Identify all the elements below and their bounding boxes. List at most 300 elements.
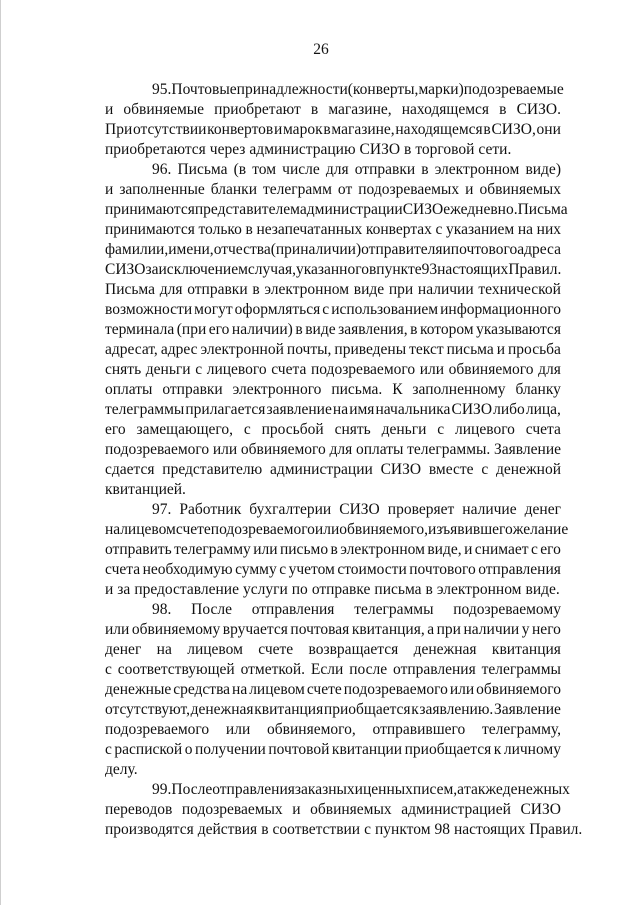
word: них [536,221,561,238]
word: начальника [375,401,451,418]
word: СИЗО [380,461,422,478]
word: Письма [105,281,156,298]
word: адрес [160,341,198,358]
word: предоставление [134,581,239,598]
word: наличии [417,281,474,298]
word: денежная [413,641,477,658]
text-line [105,340,561,360]
word: сумму [235,561,277,578]
word: также [464,781,503,798]
word: 99. [152,781,172,798]
word: счета [105,561,141,578]
word: использованием [331,301,439,318]
word: заявлению. [419,701,494,718]
word: прилагается [185,401,266,418]
word: и [464,541,473,558]
word: приобщается [323,701,411,718]
word: а [457,781,465,798]
word: СИЗО [105,261,146,278]
text-line [105,540,561,560]
word: действия [197,821,258,838]
word: телеграммы [481,661,561,678]
word: и [465,181,474,198]
word: После [191,601,232,618]
word: необходимую [142,561,233,578]
text-line [105,780,570,800]
word: могут [194,301,233,318]
word: заполненные [119,181,205,198]
word: почтового [450,241,518,258]
word: квитанция [491,641,561,658]
word: почтового [409,561,476,578]
word: администрации [269,461,373,478]
word: квитанции [331,741,403,758]
word: котором [419,321,474,338]
word: Заявление [493,701,561,718]
word: отправки [187,281,248,298]
word: через [209,141,246,158]
word: администрации [299,201,403,218]
word: СИЗО [402,201,444,218]
word: СИЗО [451,401,493,418]
word: по [291,581,308,598]
word: на [232,681,248,698]
word: к [411,701,419,718]
text-line [105,460,561,480]
word: указанием [446,221,515,238]
word: с [530,541,538,558]
word: переводов [105,801,173,818]
word: отчества [213,241,271,258]
word: учетом [288,561,335,578]
word: в [483,121,491,138]
word: электронном [264,281,350,298]
word: и [442,241,451,258]
word: СИЗО, [491,121,536,138]
word: с [322,301,330,318]
word: денег [105,641,142,658]
word: телеграммы [105,401,185,418]
word: лица, [525,401,561,418]
word: Если [310,661,344,678]
word: обвиняемого [448,361,534,378]
word: подозреваемого [105,721,210,738]
word: отправить [105,541,172,558]
word: виде, [427,541,462,558]
word: сети. [478,141,512,158]
word: конвертах [365,221,432,238]
word: администрацией [401,801,511,818]
text-line [105,440,561,460]
word: Работник [179,501,242,518]
word: электронном [340,541,425,558]
word: технической [478,281,561,298]
word: соответствии [272,821,361,838]
word: средства [173,681,231,698]
word: наличии) [300,241,362,258]
word: в [261,821,269,838]
word: при [436,621,461,638]
word: отметкой. [240,661,306,678]
word: почтовой [268,741,330,758]
text-line [105,600,561,620]
word: ежедневно. [443,201,518,218]
text-line [105,580,561,600]
word: После [171,781,213,798]
word: либо [493,401,525,418]
word: отсутствуют, [105,701,190,718]
word: виде) [525,161,561,178]
word: обвиняемого [240,441,326,458]
word: возвращается [308,641,399,658]
word: почты, [286,341,332,358]
word: фамилии, [105,241,169,258]
word: (в [233,161,247,178]
word: электронного [232,381,322,398]
word: приведены [334,341,407,358]
word: случая, [247,261,296,278]
word: том [252,161,277,178]
word: стоимости [337,561,407,578]
word: снять [105,361,142,378]
word: находящемся [401,101,490,118]
word: или [449,681,475,698]
word: в [323,121,331,138]
word: личному [503,741,561,758]
word: настоящих [454,821,526,838]
word: Письма [517,201,568,218]
word: просьба [508,341,561,358]
word: отправления [212,781,295,798]
word: счете [175,521,211,538]
word: денежные [105,681,172,698]
word: с [279,561,287,578]
word: или [105,621,130,638]
word: пунктом [375,821,431,838]
word: в [368,261,377,278]
word: и [105,581,114,598]
word: марок [282,121,323,138]
word: и [354,781,363,798]
word: с [105,661,112,678]
word: соответствующей [117,661,235,678]
word: подозреваемого [210,521,315,538]
word: Правил. [508,261,562,278]
word: и [273,121,283,138]
word: письма [446,341,494,358]
word: они [536,121,561,138]
word: счета [525,421,561,438]
word: денежной [496,461,561,478]
word: в [252,281,260,298]
word: на [517,221,534,238]
word: вместе [428,461,474,478]
word: 93 [421,261,438,278]
word: телеграмм [263,181,332,198]
word: или [225,721,251,738]
word: или [212,441,238,458]
word: 98 [434,821,450,838]
word: магазине, [328,101,392,118]
word: в [245,221,253,238]
word: счете [306,681,342,698]
word: и [105,181,114,198]
word: представителю [162,461,263,478]
word: или [314,521,340,538]
word: подозреваемые [463,81,564,98]
word: писем, [412,781,458,798]
text-line [105,760,561,780]
word: изъявившего [427,521,513,538]
word: письма [374,581,422,598]
word: квитанцией. [105,481,186,498]
word: виде [305,321,336,338]
word: проверяет [387,501,455,518]
text-line [105,640,561,660]
word: электронном [436,581,522,598]
word: принимаются [105,221,195,238]
word: производятся [105,821,194,838]
word: приобретают [214,101,301,118]
word: исключением [158,261,248,278]
word: отправления [393,661,476,678]
word: К [392,381,403,398]
word: отправке [311,581,371,598]
word: для [538,361,561,378]
word: письма. [331,381,383,398]
word: СИЗО [520,801,561,818]
text-line [105,140,561,160]
word: имени, [168,241,214,258]
word: адреса [517,241,561,258]
word: при [388,281,414,298]
word: (при [270,241,301,258]
text-line [105,120,561,140]
word: наличии) [231,321,293,338]
word: делу. [105,761,138,778]
word: его [540,541,561,558]
word: принимаются [105,201,195,218]
word: конвертов [207,121,274,138]
word: замещающего, [136,421,233,438]
word: о [184,741,193,758]
word: для [325,161,349,178]
word: Правил. [529,821,583,838]
word: лицевого [455,421,515,438]
word: 97. [152,501,172,518]
text-line [105,80,564,100]
text-line [105,520,569,540]
word: СИЗО. [516,101,561,118]
word: за [145,261,159,278]
word: в [404,141,412,158]
word: числе [282,161,320,178]
word: денежных [502,781,570,798]
word: текст [409,341,444,358]
word: счета [271,361,307,378]
word: подозреваемого [343,681,448,698]
page-number: 26 [313,41,329,58]
word: деньги [381,421,427,438]
word: Почтовые [171,81,237,98]
word: 98. [152,601,172,618]
word: подозреваемого [310,361,416,378]
word: При [105,121,133,138]
word: обвиняемого, [339,521,428,538]
word: обвиняемого, [267,721,356,738]
word: телеграмму [174,541,251,558]
word: телеграммы [354,601,434,618]
word: у [521,621,530,638]
word: магазине, [331,121,395,138]
word: СИЗО [339,501,380,518]
word: настоящих [437,261,509,278]
word: распиской [114,741,183,758]
word: оформляться [234,301,321,318]
word: указанного [295,261,369,278]
word: на [156,641,172,658]
word: для [159,281,183,298]
word: отправления [251,601,335,618]
body-text [105,80,583,840]
text-line [105,700,561,720]
word: заявление [266,401,332,418]
text-line [105,620,561,640]
word: в [499,101,507,118]
word: желание [512,521,569,538]
word: снять [334,421,371,438]
word: оплаты [105,381,153,398]
word: телеграммы. [407,441,491,458]
word: оплаты [355,441,404,458]
word: заполненному [412,381,506,398]
word: администрацию [249,141,356,158]
text-line [105,560,561,580]
word: подозреваемому [453,601,561,618]
word: или [419,361,445,378]
word: счете [258,641,294,658]
word: и [292,801,301,818]
word: в [425,581,433,598]
word: денежная [190,701,254,718]
word: деньги [145,361,191,378]
word: Письма [177,161,228,178]
word: обвиняемого [476,681,561,698]
word: к [493,741,502,758]
word: Заявление [494,441,561,458]
word: указываются [476,321,561,338]
word: лицевом [120,521,176,538]
text-line [105,380,561,400]
text-line [105,680,561,700]
word: с [105,741,112,758]
word: бухгалтерии [249,501,332,518]
text-line [105,500,561,520]
text-line [105,720,561,740]
word: обвиняемому [131,621,221,638]
word: наличии [463,621,520,638]
word: подозреваемых [358,181,460,198]
word: информационного [440,301,561,318]
word: наличие [462,501,517,518]
word: а [427,621,435,638]
text-line [105,300,561,320]
word: и [496,341,506,358]
text-line [105,740,561,760]
word: с [437,421,445,438]
text-line [105,280,561,300]
word: представителем [194,201,300,218]
word: отсутствии [132,121,207,138]
word: на [105,521,121,538]
word: ценных [362,781,413,798]
word: отправившего [372,721,466,738]
word: для [329,441,353,458]
word: квитанция [254,701,324,718]
text-line [105,660,561,680]
word: квитанция, [351,621,425,638]
word: заказных [294,781,355,798]
text-line [105,200,568,220]
word: приобщается [404,741,492,758]
word: вручается [222,621,288,638]
word: виде [353,281,385,298]
word: торговой [415,141,475,158]
word: в [410,321,418,338]
word: терминала [105,321,175,338]
word: него [532,621,561,638]
text-line [105,420,561,440]
word: лицевом [249,681,305,698]
word: почтовая [290,621,350,638]
word: с [481,461,489,478]
word: незапечатанных [256,221,363,238]
word: снимает [474,541,529,558]
word: только [198,221,242,238]
word: или [253,541,278,558]
word: лицевого [206,361,267,378]
text-line [105,360,561,380]
word: отправки [354,161,416,178]
word: виде. [525,581,560,598]
word: (при [176,321,207,338]
word: СИЗО [359,141,401,158]
word: его [208,321,230,338]
word: денег [524,501,561,518]
word: 95. [152,81,172,98]
word: просьбой [261,421,324,438]
text-line [105,160,561,180]
word: возможности [105,301,193,318]
text-line [105,180,561,200]
word: отправления [478,561,561,578]
word: электронном [434,161,520,178]
word: 96. [152,161,172,178]
word: подозреваемого [105,441,210,458]
word: в [295,321,303,338]
word: его [105,421,126,438]
text-line [105,820,583,840]
word: в [330,541,338,558]
word: услуги [242,581,288,598]
word: марки) [418,81,464,98]
text-line [105,260,561,280]
word: с [435,221,443,238]
word: находящемся [395,121,483,138]
text-line [105,100,561,120]
word: с [195,361,203,378]
word: после [349,661,388,678]
